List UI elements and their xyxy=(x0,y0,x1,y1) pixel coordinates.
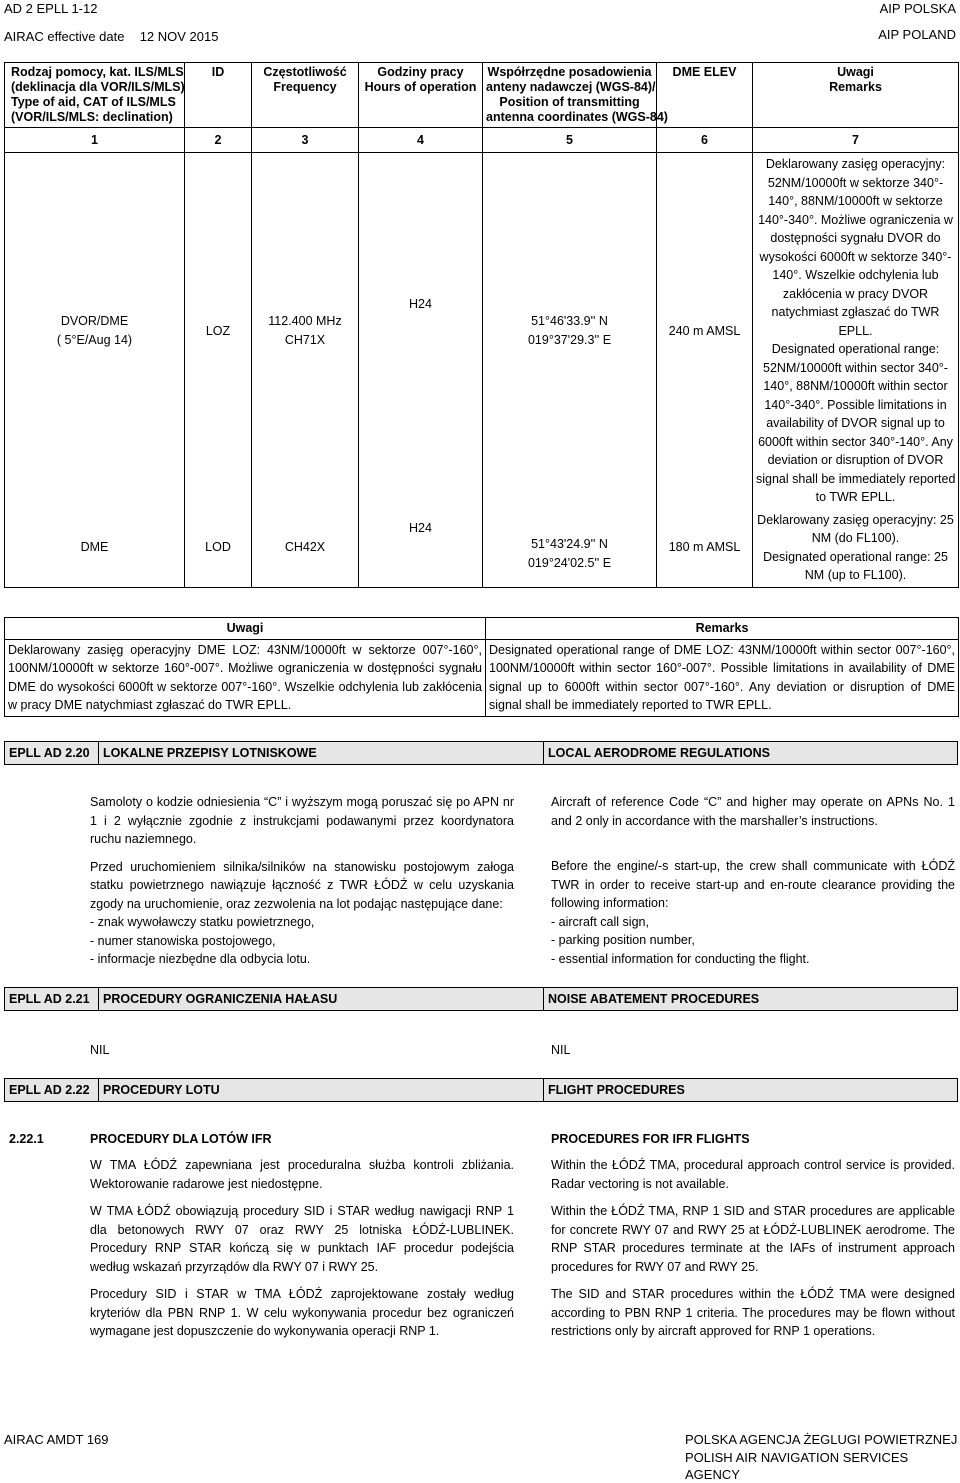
remark-line: to TWR EPLL. xyxy=(815,490,896,504)
column-number: 2 xyxy=(185,128,252,153)
remark-line: zakłócenia w pracy DVOR xyxy=(782,286,929,301)
navaid-remarks xyxy=(753,509,959,588)
remark-line: dostępności sygnału DVOR do xyxy=(770,231,941,245)
airac-amendment: AIRAC AMDT 169 xyxy=(4,1432,109,1447)
remark-line: natychmiast zgłaszać do TWR xyxy=(771,305,940,319)
col-header-dme-elev xyxy=(657,63,753,128)
subsection-number: 2.22.1 xyxy=(9,1132,44,1146)
aip-title-en: AIP POLAND xyxy=(878,27,956,42)
column-header-line: Remarks xyxy=(829,80,882,94)
navaid-elevation: 180 m AMSL xyxy=(657,509,753,588)
frequency-line: CH42X xyxy=(284,540,326,555)
paragraph: Samoloty o kodzie odniesienia “C” i wyższym mogą poruszać się po APN nr 1 i 2 wyłącznie zgodnie z instrukcjami podawanymi przez koordynatora ruchu naziemnego. xyxy=(90,795,514,846)
column-number: 7 xyxy=(753,128,959,153)
remark-line: NM (do FL100). xyxy=(811,531,900,545)
navaid-id: LOZ xyxy=(185,153,252,509)
column-header-line: DME ELEV xyxy=(672,65,737,79)
remark-line: 52NM/10000ft w sektorze 340°- xyxy=(767,175,944,190)
paragraph: W TMA ŁÓDŹ obowiązują procedury SID i STAR według nawigacji RNP 1 dla betonowych RWY 07 oraz RWY 25 lotniska ŁÓDŹ-LUBLINEK. Procedury RNP STAR kończą się w punktach IAF procedur podejścia według wskazań przyrządów dla RWY 07 i RWY 25. xyxy=(90,1204,514,1274)
navaid-elevation: 240 m AMSL xyxy=(657,153,753,509)
section-2-22-en xyxy=(551,1156,955,1341)
agency-name-pl: POLSKA AGENCJA ŻEGLUGI POWIETRZNEJ xyxy=(685,1432,958,1447)
column-header-line: Position of transmitting xyxy=(499,95,640,109)
remark-line: Deklarowany zasięg operacyjny: xyxy=(765,157,946,171)
column-number-row xyxy=(5,128,959,153)
paragraph: Przed uruchomieniem silnika/silników na stanowisku postojowym załoga statku powietrznego nawiązuje łączność z TWR ŁÓDŹ w celu uzyskania zgody na uruchomienie, oraz zezwolenia na lot podając następujące dane: xyxy=(90,859,514,911)
section-2-21-pl-text: NIL xyxy=(90,1043,110,1057)
section-bar-2-20 xyxy=(4,741,958,765)
section-code: EPLL AD 2.20 xyxy=(4,741,99,765)
paragraph: Aircraft of reference Code “C” and higher may operate on APNs No. 1 and 2 only in accordance with the marshaller’s instructions. xyxy=(551,795,955,828)
remark-line: wysokości 6000ft w sektorze 340°- xyxy=(759,249,952,264)
list-item: - informacje niezbędne dla odbycia lotu. xyxy=(90,952,311,966)
remark-line: 140°, 88NM/10000ft w sektorze xyxy=(768,194,943,208)
column-header-line: Współrzędne posadowienia xyxy=(487,65,652,79)
airac-effective-line xyxy=(4,28,218,45)
remark-line: EPLL. xyxy=(838,323,873,338)
paragraph: Within the ŁÓDŹ TMA, RNP 1 SID and STAR procedures are applicable for concrete RWY 07 and RWY 25 at ŁÓDŹ-LUBLINEK aerodrome. The RNP STAR procedures terminate at the IAFs of instrument approach procedures for RWY 07 and RWY 25. xyxy=(551,1204,955,1274)
navaid-table xyxy=(4,62,959,588)
column-header-line: (deklinacja dla VOR/ILS/MLS) xyxy=(11,80,185,94)
list-item: - numer stanowiska postojowego, xyxy=(90,933,276,948)
navaid-header-row xyxy=(5,63,959,128)
navaid-hours: H24 xyxy=(359,509,483,588)
list-item: - essential information for conducting the flight. xyxy=(551,951,810,966)
column-header-line: (VOR/ILS/MLS: declination) xyxy=(11,110,173,124)
airac-date: 12 NOV 2015 xyxy=(139,29,219,44)
list-item: - znak wywoławczy statku powietrznego, xyxy=(90,915,315,929)
column-header-line: ID xyxy=(211,65,225,79)
frequency-line: 112.400 MHz xyxy=(268,314,342,329)
col-header-id xyxy=(185,63,252,128)
remark-line: 6000ft within sector 340°-140°. Any xyxy=(758,434,953,449)
type-line: DME xyxy=(80,540,109,555)
doc-reference: AD 2 EPLL 1-12 xyxy=(4,1,98,16)
section-2-22-pl xyxy=(90,1156,514,1341)
coordinate-line: 019°37'29.3'' E xyxy=(527,332,612,347)
type-line: DVOR/DME xyxy=(60,314,129,329)
remarks-en-text: Designated operational range of DME LOZ: 43NM/10000ft within sector 007°-160°, 100NM/10000ft within sector 160°-007°. Possible limitations in availability of DME signal up to 6000ft within sector 007°-160°. Any deviation or disruption of DME signal shall be immediately reported to TWR EPLL. xyxy=(486,639,959,716)
section-title-pl: PROCEDURY LOTU xyxy=(99,1078,544,1102)
col-header-type xyxy=(5,63,185,128)
remark-line: NM (up to FL100). xyxy=(804,568,907,582)
aip-title-pl: AIP POLSKA xyxy=(879,1,956,16)
list-item: - parking position number, xyxy=(551,933,695,947)
section-2-21-en-text: NIL xyxy=(551,1043,571,1057)
section-2-20-pl xyxy=(90,793,514,969)
remarks-pl-header: Uwagi xyxy=(5,618,486,640)
remark-line: Deklarowany zasięg operacyjny: 25 xyxy=(757,512,954,527)
navaid-type xyxy=(5,509,185,588)
column-number: 4 xyxy=(359,128,483,153)
remark-line: Designated operational range: 25 xyxy=(763,549,948,564)
navaid-hours: H24 xyxy=(359,153,483,509)
navaid-type xyxy=(5,153,185,509)
col-header-remarks xyxy=(753,63,959,128)
section-title-en: NOISE ABATEMENT PROCEDURES xyxy=(544,987,958,1011)
column-number: 3 xyxy=(252,128,359,153)
frequency-line: CH71X xyxy=(284,332,326,347)
remark-line: availability of DVOR signal up to xyxy=(766,416,945,430)
agency-name-en: POLISH AIR NAVIGATION SERVICES AGENCY xyxy=(685,1450,909,1482)
coordinate-line: 019°24'02.5'' E xyxy=(527,555,612,570)
section-code: EPLL AD 2.22 xyxy=(4,1078,99,1102)
column-header-line: anteny nadawczej (WGS-84)/ xyxy=(486,80,656,94)
list-item: - aircraft call sign, xyxy=(551,914,649,929)
paragraph: W TMA ŁÓDŹ zapewniana jest proceduralna służba kontroli zbliżania. Wektorowanie radarowe jest niedostępne. xyxy=(90,1158,514,1191)
remark-line: 140°. Wszelkie odchylenia lub xyxy=(772,268,939,282)
subsection-title-en: PROCEDURES FOR IFR FLIGHTS xyxy=(551,1132,750,1146)
col-header-hours xyxy=(359,63,483,128)
column-number: 5 xyxy=(483,128,657,153)
remark-line: signal shall be immediately reported xyxy=(756,471,956,486)
paragraph: Before the engine/-s start-up, the crew shall communicate with ŁÓDŹ TWR in order to receive start-up and en-route clearance providing the following information: xyxy=(551,859,955,910)
airac-label: AIRAC effective date xyxy=(4,29,125,44)
remarks-en-header: Remarks xyxy=(486,618,959,640)
remark-line: Designated operational range: xyxy=(771,342,940,356)
navaid-coordinates xyxy=(483,509,657,588)
navaid-coordinates xyxy=(483,153,657,509)
remark-line: 140°-340°. Możliwe ograniczenia w xyxy=(758,212,953,227)
column-header-line: Frequency xyxy=(273,80,337,94)
section-bar-2-22 xyxy=(4,1078,958,1102)
paragraph: Procedury SID i STAR w TMA ŁÓDŹ zaprojektowane zostały według kryteriów dla PBN RNP 1. W celu wykonywania procedur bez ograniczeń wymagane jest dopuszczenie do wykonywania operacji RNP 1. xyxy=(90,1287,514,1338)
column-header-line: Type of aid, CAT of ILS/MLS xyxy=(11,95,176,109)
coordinate-line: 51°46'33.9'' N xyxy=(531,314,608,329)
remarks-pl-text: Deklarowany zasięg operacyjny DME LOZ: 43NM/10000ft w sektorze 007°-160°, 100NM/10000ft w sektorze 160°-007°. Możliwe ograniczenia w dostępności sygnału DME do wysokości 6000ft w sektorze 007°-160°. Wszelkie odchylenia lub zakłócenia w pracy DME natychmiast zgłaszać do TWR EPLL. xyxy=(5,639,486,716)
type-line: ( 5°E/Aug 14) xyxy=(56,332,133,347)
coordinate-line: 51°43'24.9'' N xyxy=(531,537,608,551)
column-number: 6 xyxy=(657,128,753,153)
section-title-en: LOCAL AERODROME REGULATIONS xyxy=(544,741,958,765)
navaid-row-lod xyxy=(5,509,959,588)
column-header-line: Częstotliwość xyxy=(263,65,347,79)
column-header-line: Rodzaj pomocy, kat. ILS/MLS xyxy=(11,65,184,79)
navaid-id: LOD xyxy=(185,509,252,588)
navaid-remarks xyxy=(753,153,959,509)
column-number: 1 xyxy=(5,128,185,153)
section-code: EPLL AD 2.21 xyxy=(4,987,99,1011)
remark-line: deviation or disruption of DVOR xyxy=(767,453,944,467)
col-header-coordinates xyxy=(483,63,668,128)
remark-line: 140°-340°. Possible limitations in xyxy=(764,397,947,412)
remark-line: 52NM/10000ft within sector 340°- xyxy=(763,360,948,375)
navaid-frequency xyxy=(252,509,359,588)
navaid-row-loz xyxy=(5,153,959,509)
paragraph: The SID and STAR procedures within the ŁÓDŹ TMA were designed according to PBN RNP 1 criteria. The procedures may be flown without restrictions only by aircraft approved for RNP 1 operations. xyxy=(551,1287,955,1338)
column-header-line: Uwagi xyxy=(837,65,874,79)
section-2-20-en xyxy=(551,793,955,968)
remark-line: 140°, 88NM/10000ft within sector xyxy=(763,379,948,393)
navaid-frequency xyxy=(252,153,359,509)
column-header-line: Hours of operation xyxy=(364,80,477,94)
column-header-line: antenna coordinates (WGS-84) xyxy=(486,110,668,124)
col-header-frequency xyxy=(252,63,359,128)
section-title-en: FLIGHT PROCEDURES xyxy=(544,1078,958,1102)
dme-remarks-table xyxy=(4,617,959,717)
section-title-pl: LOKALNE PRZEPISY LOTNISKOWE xyxy=(99,741,544,765)
section-title-pl: PROCEDURY OGRANICZENIA HAŁASU xyxy=(99,987,544,1011)
section-bar-2-21 xyxy=(4,987,958,1011)
paragraph: Within the ŁÓDŹ TMA, procedural approach control service is provided. Radar vectoring is not available. xyxy=(551,1158,955,1191)
subsection-title-pl: PROCEDURY DLA LOTÓW IFR xyxy=(90,1132,272,1146)
column-header-line: Godziny pracy xyxy=(377,65,464,79)
